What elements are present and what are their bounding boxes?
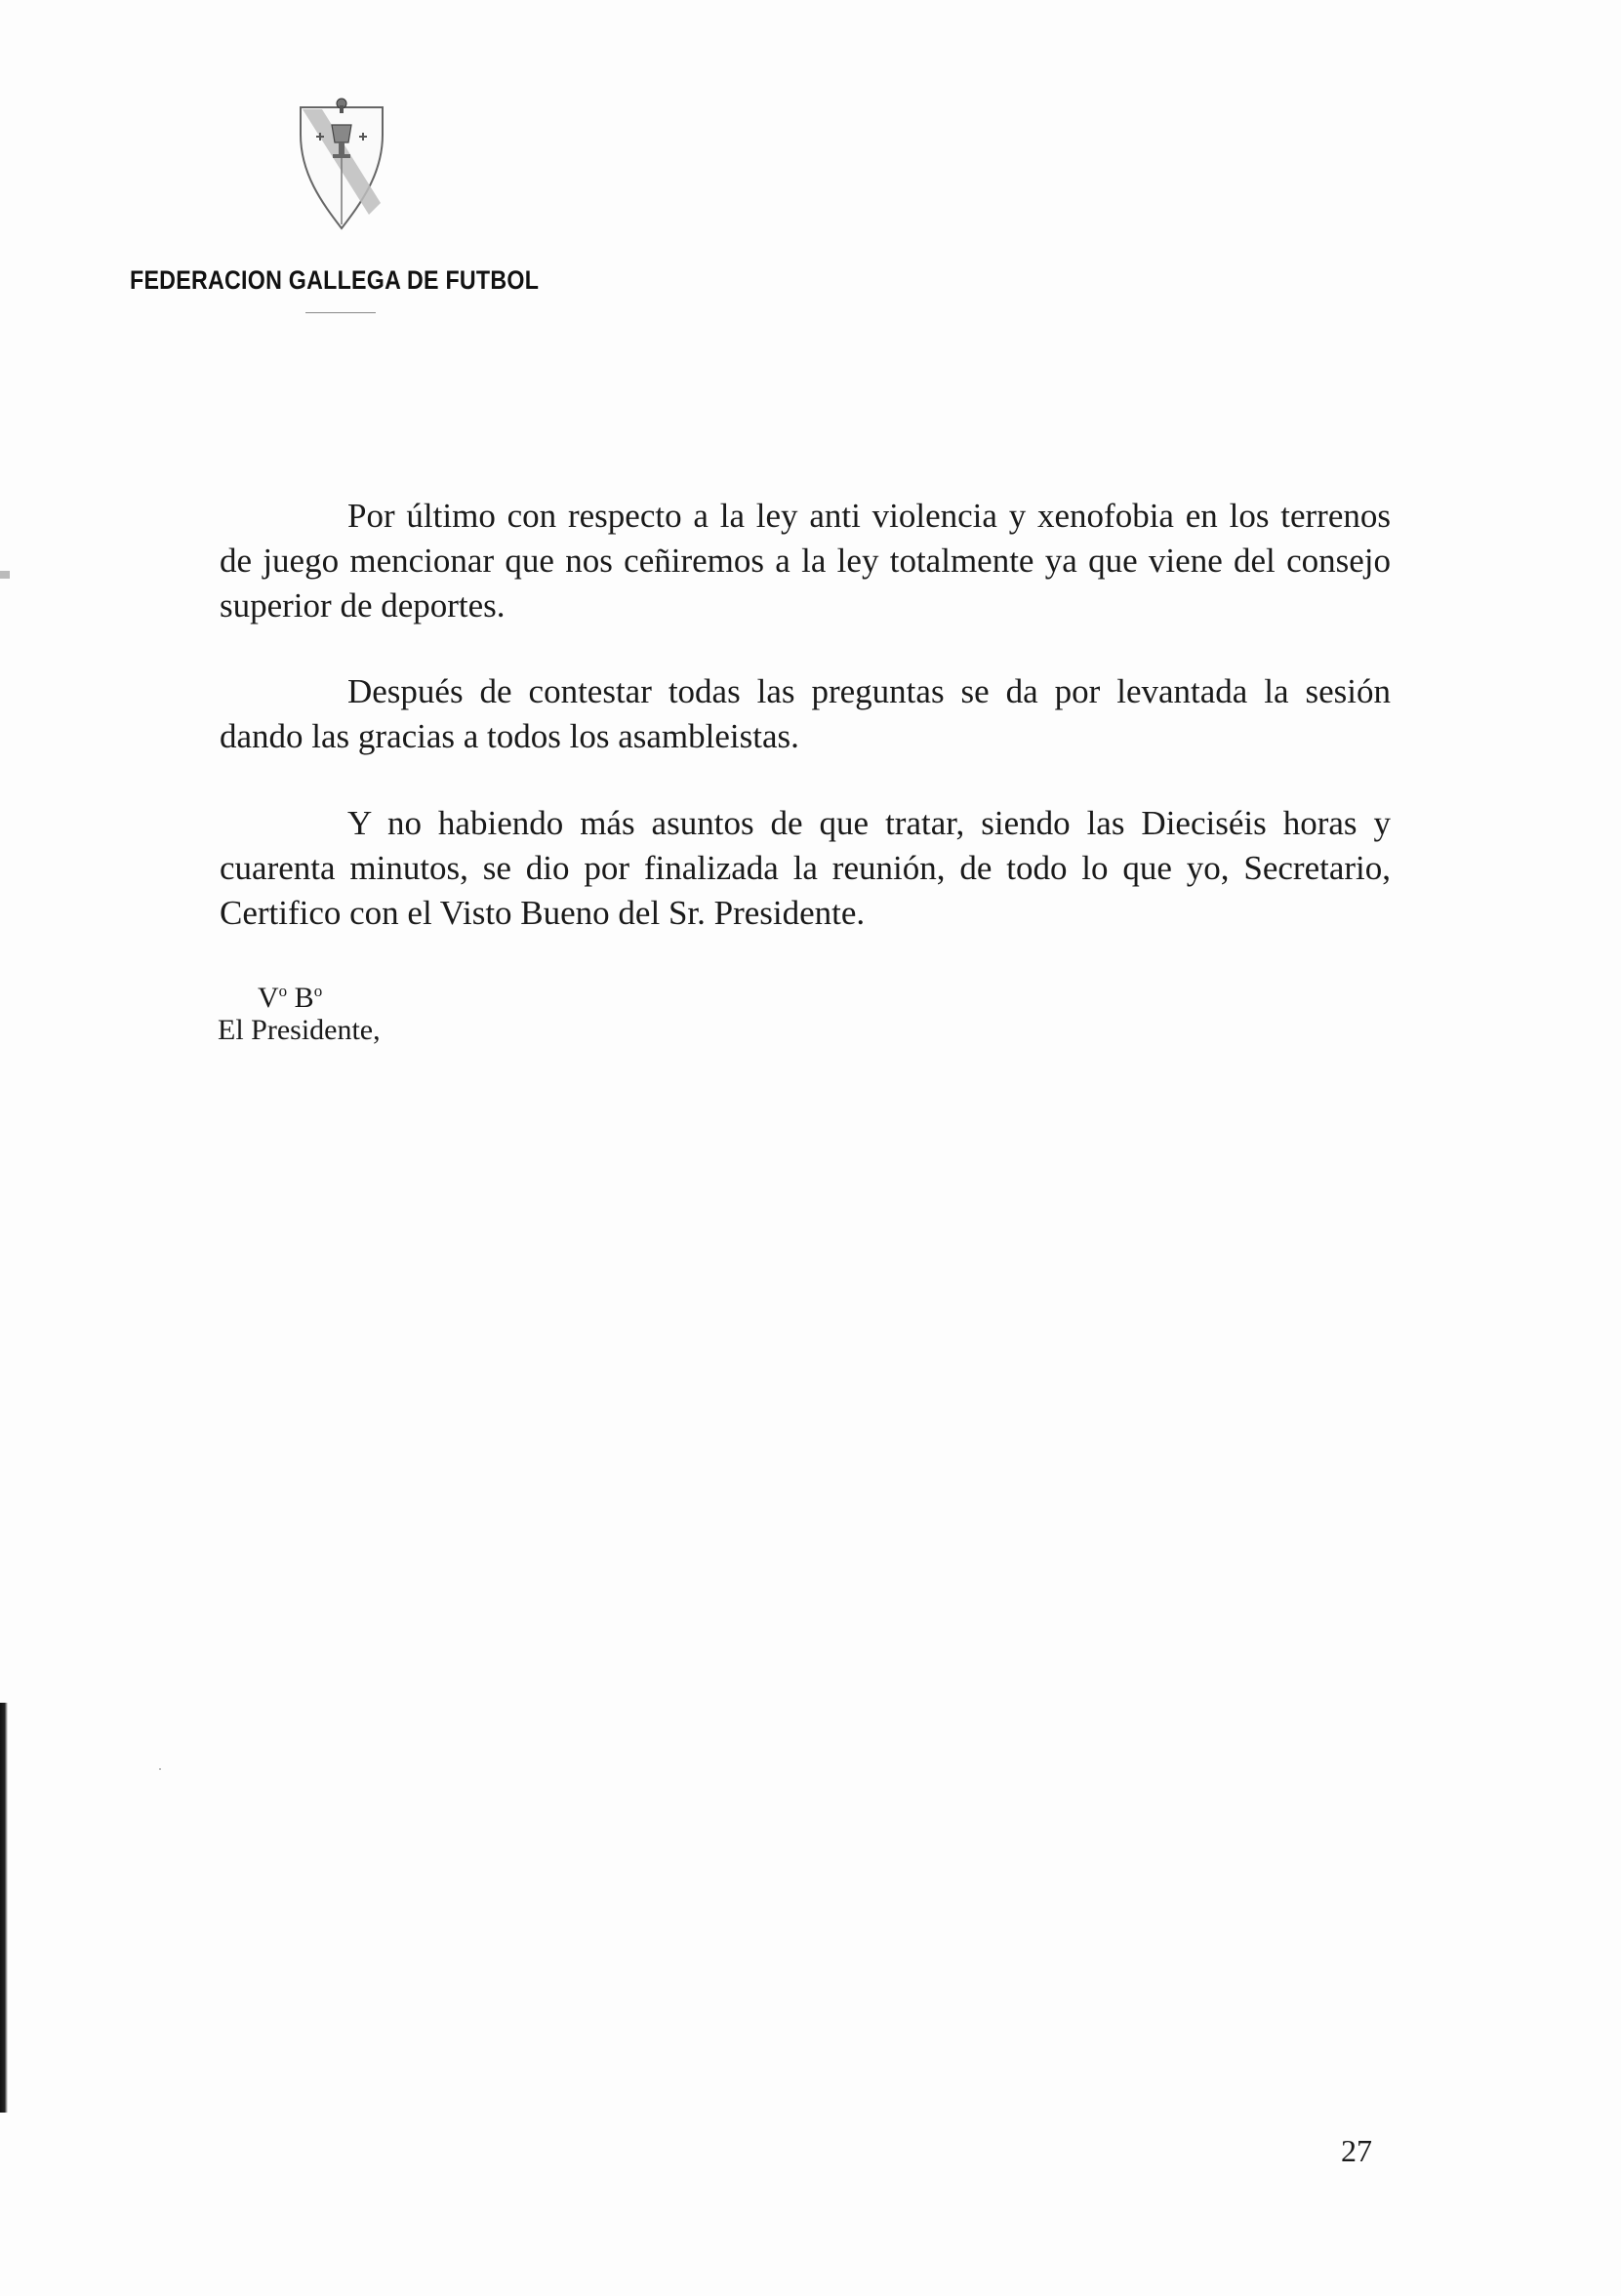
- scan-edge-artifact: [0, 1703, 8, 2113]
- scan-edge-mark: [0, 571, 10, 579]
- page-number: 27: [1341, 2133, 1372, 2168]
- scan-speck: [159, 1768, 161, 1770]
- paragraph-3-text: Y no habiendo más asuntos de que tratar, siendo las Dieciséis horas y cuarenta minutos, se dio por finalizada la reunión, de todo lo que yo, Secretario, Certifico con el Visto Bueno del Sr. Presidente.: [220, 804, 1391, 932]
- paragraph-1-text: Por último con respecto a la ley anti violencia y xenofobia en los terrenos de juego mencionar que nos ceñiremos a la ley totalmente ya que viene del consejo superior de deportes.: [220, 497, 1391, 624]
- organization-name: FEDERACION GALLEGA DE FUTBOL: [130, 265, 540, 295]
- vobo-v: V: [258, 982, 279, 1014]
- shield-crest-icon: [293, 96, 390, 234]
- paragraph-1: [220, 494, 1391, 628]
- visto-bueno-mark: [258, 976, 322, 1014]
- paragraph-2: [220, 669, 1391, 759]
- organization-underline: [305, 312, 376, 313]
- paragraph-3: [220, 801, 1391, 936]
- vobo-v-superscript: o: [278, 982, 288, 1000]
- vobo-b: B: [294, 982, 314, 1014]
- president-label: El Presidente,: [218, 1014, 381, 1046]
- vobo-b-superscript: o: [313, 982, 323, 1000]
- paragraph-2-text: Después de contestar todas las preguntas se da por levantada la sesión dando las gracias a todos los asambleistas.: [220, 672, 1391, 755]
